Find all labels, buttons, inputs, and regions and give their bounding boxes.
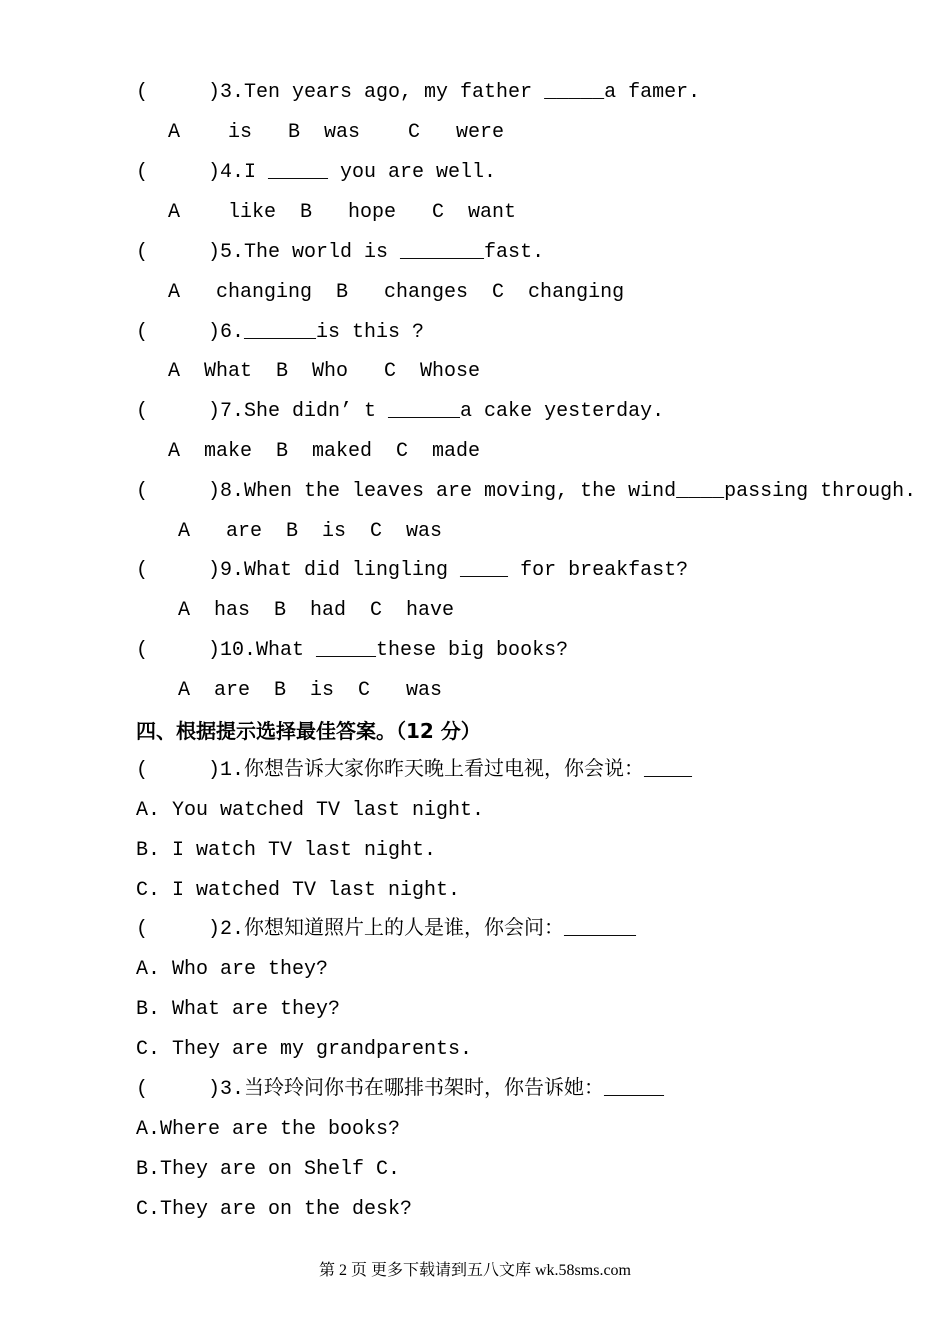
question-8-stem: ( )8.When the leaves are moving, the wind____passing through. [136,480,917,503]
question-4-options: A like B hope C want [168,201,517,224]
question-6-options: A What B Who C Whose [168,360,481,383]
section-4-item-1-choice-a: A. You watched TV last night. [136,799,485,822]
section-4-item-3-choice-a: A.Where are the books? [136,1118,401,1141]
question-8-options: A are B is C was [178,520,443,543]
section-4-title: 四、根据提示选择最佳答案。（12 分） [136,719,481,743]
section-4-item-2-choice-c: C. They are my grandparents. [136,1038,473,1061]
question-3-options: A is B was C were [168,121,505,144]
section-4-item-1-choice-b: B. I watch TV last night. [136,839,437,862]
section-4-item-3-choice-b: B.They are on Shelf C. [136,1158,401,1181]
question-5-stem: ( )5.The world is _______fast. [136,241,545,264]
section-4-item-2-stem: ( )2.你想知道照片上的人是谁，你会问：______ [136,918,637,941]
section-4-item-1-stem: ( )1.你想告诉大家你昨天晚上看过电视，你会说：____ [136,759,693,782]
question-6-stem: ( )6.______is this ? [136,321,425,344]
question-4-stem: ( )4.I _____ you are well. [136,161,497,184]
question-7-stem: ( )7.She didn’ t ______a cake yesterday. [136,400,665,423]
question-7-options: A make B maked C made [168,440,481,463]
section-4-item-3-choice-c: C.They are on the desk? [136,1198,413,1221]
section-4-item-2-choice-a: A. Who are they? [136,958,329,981]
question-5-options: A changing B changes C changing [168,281,625,304]
question-9-stem: ( )9.What did lingling ____ for breakfast? [136,559,689,582]
page-footer: 第 2 页 更多下载请到五八文库 wk.58sms.com [318,1262,631,1279]
question-9-options: A has B had C have [178,599,455,622]
section-4-item-1-choice-c: C. I watched TV last night. [136,879,461,902]
question-10-stem: ( )10.What _____these big books? [136,639,569,662]
question-3-stem: ( )3.Ten years ago, my father _____a famer. [136,81,701,104]
question-10-options: A are B is C was [178,679,443,702]
section-4-item-2-choice-b: B. What are they? [136,998,341,1021]
section-4-item-3-stem: ( )3.当玲玲问你书在哪排书架时，你告诉她：_____ [136,1078,665,1101]
